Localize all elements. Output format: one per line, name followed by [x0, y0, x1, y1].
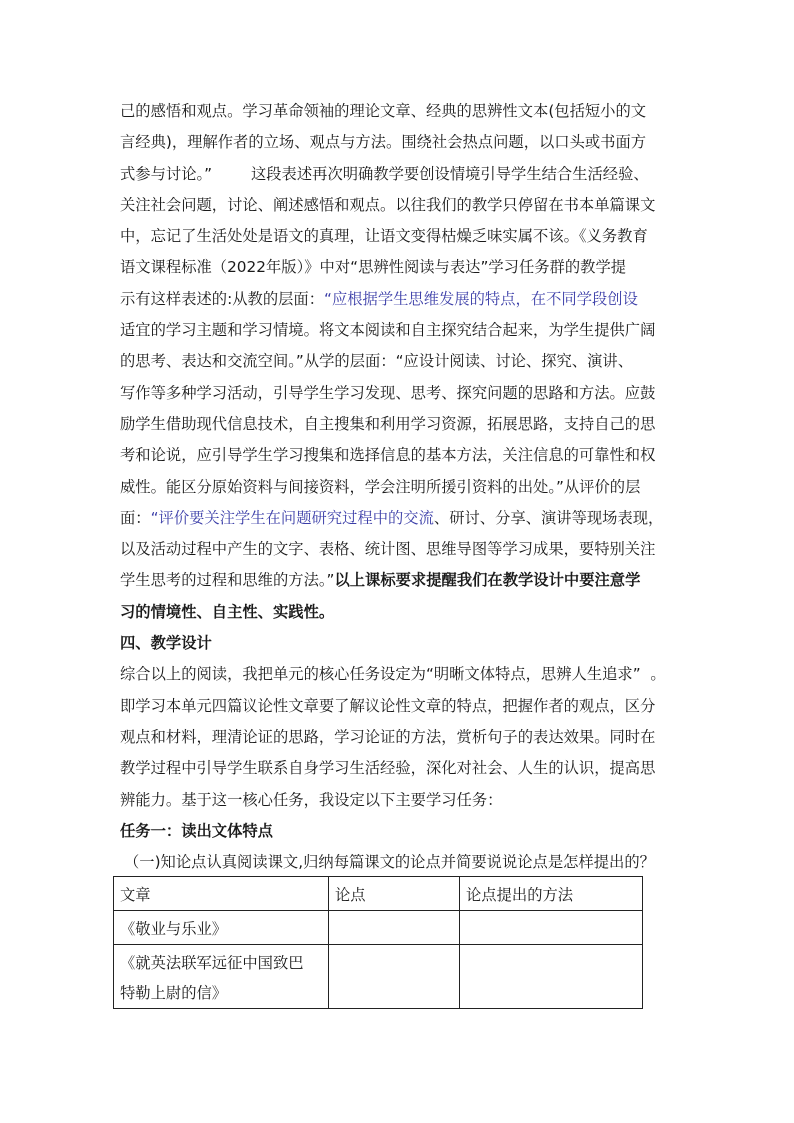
text-run: 关注社会问题，讨论、阐述感悟和观点。以往我们的教学只停留在书本单篇课文	[120, 195, 656, 214]
task-heading-text: 任务一：读出文体特点	[120, 821, 273, 840]
text-run: 威性。能区分原始资料与间接资料，学会注明所援引资料的出处。”从评价的层	[120, 477, 641, 496]
task-heading	[120, 816, 680, 847]
table-header-cell: 文章	[114, 877, 329, 911]
text-run: 、研讨、分享、演讲等现场表现，	[433, 508, 664, 527]
text-line	[120, 284, 680, 315]
text-run: 写作等多种学习活动，引导学生学习发现、思考、探究问题的思路和方法。应鼓	[120, 383, 656, 402]
bold-emphasis: 习的情境性、自主性、实践性。	[120, 602, 335, 621]
text-run: 式参与讨论。”	[120, 164, 213, 183]
text-line	[120, 722, 680, 753]
text-run: 辨能力。基于这一核心任务，我设定以下主要学习任务：	[120, 790, 503, 809]
table-cell	[329, 911, 460, 945]
text-line	[120, 785, 680, 816]
text-run: 面：	[120, 508, 151, 527]
table-cell: 《就英法联军远征中国致巴 特勒上尉的信》	[114, 945, 329, 1009]
text-line	[120, 472, 680, 503]
body-text	[120, 96, 680, 878]
text-line	[120, 597, 680, 628]
text-run: 综合以上的阅读，我把单元的核心任务设定为“明晰文体特点，思辨人生追求” 。	[120, 665, 666, 684]
text-line	[120, 127, 680, 158]
quote-highlight: “评价要关注学生在问题研究过程中的交流	[150, 508, 434, 527]
text-line	[120, 659, 680, 690]
text-run: 励学生借助现代信息技术，自主搜集和利用学习资源，拓展思路，支持自己的思	[120, 414, 656, 433]
text-run: 这段表述再次明确教学要创设情境引导学生结合生活经验、	[212, 164, 649, 183]
text-line	[120, 565, 680, 596]
question-line	[120, 847, 680, 878]
bold-emphasis: 以上课标要求提醒我们在教学设计中要注意学	[334, 571, 641, 590]
section-heading	[120, 628, 680, 659]
text-line	[120, 503, 680, 534]
text-run: 语文课程标准（2022年版）》中对“思辨性阅读与表达”学习任务群的教学提	[120, 258, 627, 277]
text-line	[120, 409, 680, 440]
table-header-cell: 论点提出的方法	[460, 877, 643, 911]
text-line	[120, 190, 680, 221]
text-line	[120, 440, 680, 471]
text-line	[120, 221, 680, 252]
task-table	[113, 876, 643, 1009]
text-line	[120, 753, 680, 784]
text-line	[120, 346, 680, 377]
text-line	[120, 159, 680, 190]
table-header-row	[114, 877, 643, 911]
text-run: 考和论说，应引导学生学习搜集和选择信息的基本方法，关注信息的可靠性和权	[120, 446, 656, 465]
text-line	[120, 534, 680, 565]
table-row	[114, 911, 643, 945]
table-cell	[460, 911, 643, 945]
text-run: 观点和材料，理清论证的思路，学习论证的方法，赏析句子的表达效果。同时在	[120, 727, 656, 746]
section-heading-text: 四、教学设计	[120, 634, 212, 653]
question-text: （一)知论点认真阅读课文,归纳每篇课文的论点并简要说说论点是怎样提出的？	[124, 853, 655, 872]
table-cell	[329, 945, 460, 1009]
text-run: 教学过程中引导学生联系自身学习生活经验，深化对社会、人生的认识，提高思	[120, 759, 656, 778]
table-cell	[460, 945, 643, 1009]
text-run: 适宜的学习主题和学习情境。将文本阅读和自主探究结合起来，为学生提供广阔	[120, 321, 656, 340]
text-run: 的思考、表达和交流空间。”从学的层面：“应设计阅读、讨论、探究、演讲、	[120, 352, 633, 371]
text-run: 中，忘记了生活处处是语文的真理，让语文变得枯燥乏味实属不该。《义务教育	[120, 227, 648, 246]
text-run: 示有这样表述的:从教的层面：	[120, 289, 325, 308]
text-run: 学生思考的过程和思维的方法。”	[120, 571, 335, 590]
text-run: 以及活动过程中产生的文字、表格、统计图、思维导图等学习成果，要特别关注	[120, 540, 656, 559]
text-line	[120, 315, 680, 346]
table-cell: 《敬业与乐业》	[114, 911, 329, 945]
table-header-cell: 论点	[329, 877, 460, 911]
text-line	[120, 252, 680, 283]
text-line	[120, 691, 680, 722]
text-run: 言经典)，理解作者的立场、观点与方法。围绕社会热点问题，以口头或书面方	[120, 133, 647, 152]
text-run: 即学习本单元四篇议论性文章要了解议论性文章的特点，把握作者的观点，区分	[120, 696, 656, 715]
text-line	[120, 96, 680, 127]
quote-highlight: “应根据学生思维发展的特点，在不同学段创设	[324, 289, 638, 308]
text-line	[120, 378, 680, 409]
table-row	[114, 945, 643, 1009]
text-run: 己的感悟和观点。学习革命领袖的理论文章、经典的思辨性文本(包括短小的文	[120, 102, 647, 120]
